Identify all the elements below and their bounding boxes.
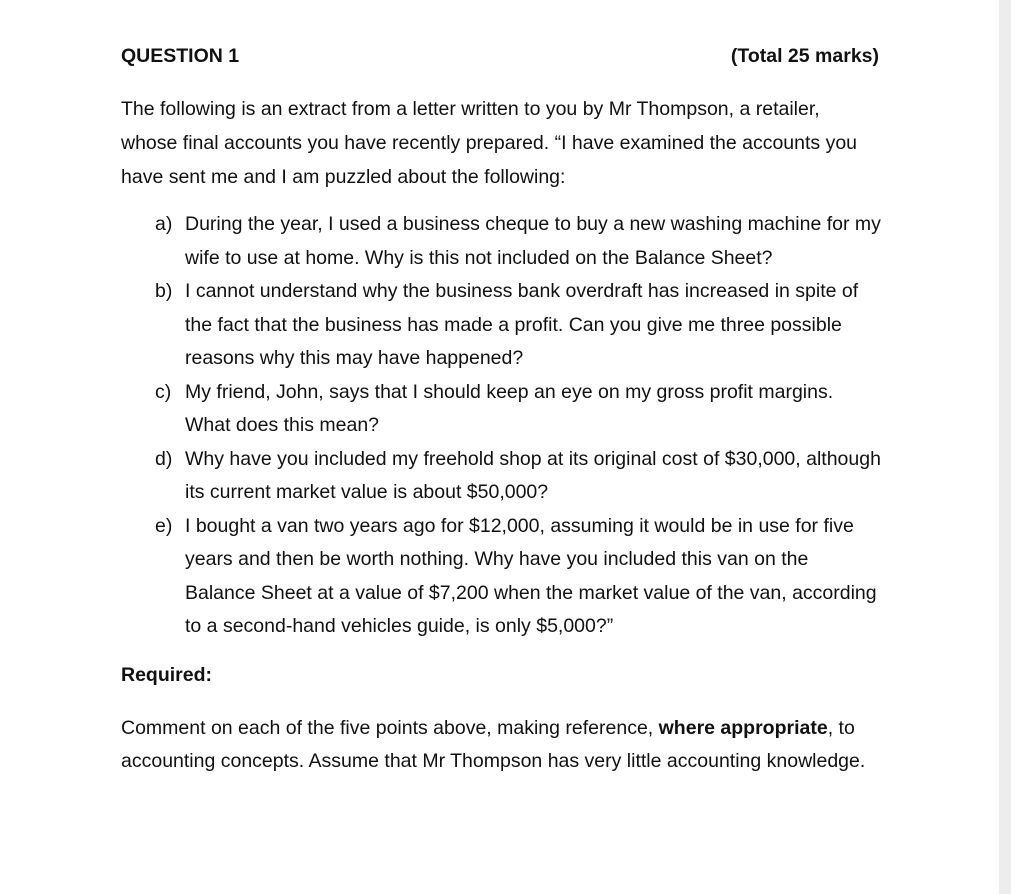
item-letter: e) xyxy=(155,514,173,537)
instruction-text: Comment on each of the five points above, making reference, xyxy=(121,717,659,739)
intro-paragraph xyxy=(121,92,881,194)
item-line: Balance Sheet at a value of $7,200 when the market value of the van, according xyxy=(185,581,877,604)
item-line: My friend, John, says that I should keep an eye on my gross profit margins. xyxy=(185,380,834,403)
item-line: the fact that the business has made a profit. Can you give me three possible xyxy=(185,313,842,336)
item-line: years and then be worth nothing. Why have you included this van on the xyxy=(185,548,809,570)
item-line: to a second-hand vehicles guide, is only $5,000?” xyxy=(185,615,614,637)
item-line: wife to use at home. Why is this not included on the Balance Sheet? xyxy=(185,246,773,269)
item-line: its current market value is about $50,000? xyxy=(185,481,549,503)
question-item-e xyxy=(155,510,895,644)
item-letter: b) xyxy=(155,280,173,302)
question-item-b xyxy=(155,275,895,376)
item-letter: a) xyxy=(155,213,173,235)
question-item-d xyxy=(155,443,895,510)
item-line: I cannot understand why the business bank overdraft has increased in spite of xyxy=(185,280,859,302)
item-letter: c) xyxy=(155,380,172,403)
item-letter: d) xyxy=(155,447,173,470)
intro-line: The following is an extract from a letter written to you by Mr Thompson, a retailer, xyxy=(121,98,820,120)
question-item-c xyxy=(155,376,895,443)
intro-line: have sent me and I am puzzled about the following: xyxy=(121,166,566,188)
question-list xyxy=(155,208,895,644)
instruction-text: , to xyxy=(827,717,855,739)
item-line: What does this mean? xyxy=(185,414,380,436)
instruction-paragraph xyxy=(121,712,901,778)
instruction-emphasis: where appropriate xyxy=(658,717,828,739)
question-header xyxy=(121,45,879,71)
scrollbar-track[interactable] xyxy=(999,0,1011,894)
question-marks: (Total 25 marks) xyxy=(730,45,879,67)
required-heading: Required: xyxy=(121,664,213,686)
instruction-line-2: accounting concepts. Assume that Mr Thompson has very little accounting knowledge. xyxy=(121,750,866,772)
item-line: reasons why this may have happened? xyxy=(185,347,524,369)
item-line: During the year, I used a business cheque to buy a new washing machine for my xyxy=(185,213,881,235)
item-line: I bought a van two years ago for $12,000, assuming it would be in use for five xyxy=(185,514,854,537)
question-item-a xyxy=(155,208,895,275)
item-line: Why have you included my freehold shop at its original cost of $30,000, although xyxy=(185,447,881,470)
question-title: QUESTION 1 xyxy=(121,45,240,67)
instruction-line-1 xyxy=(121,712,901,745)
intro-line: whose final accounts you have recently prepared. “I have examined the accounts you xyxy=(121,132,858,154)
